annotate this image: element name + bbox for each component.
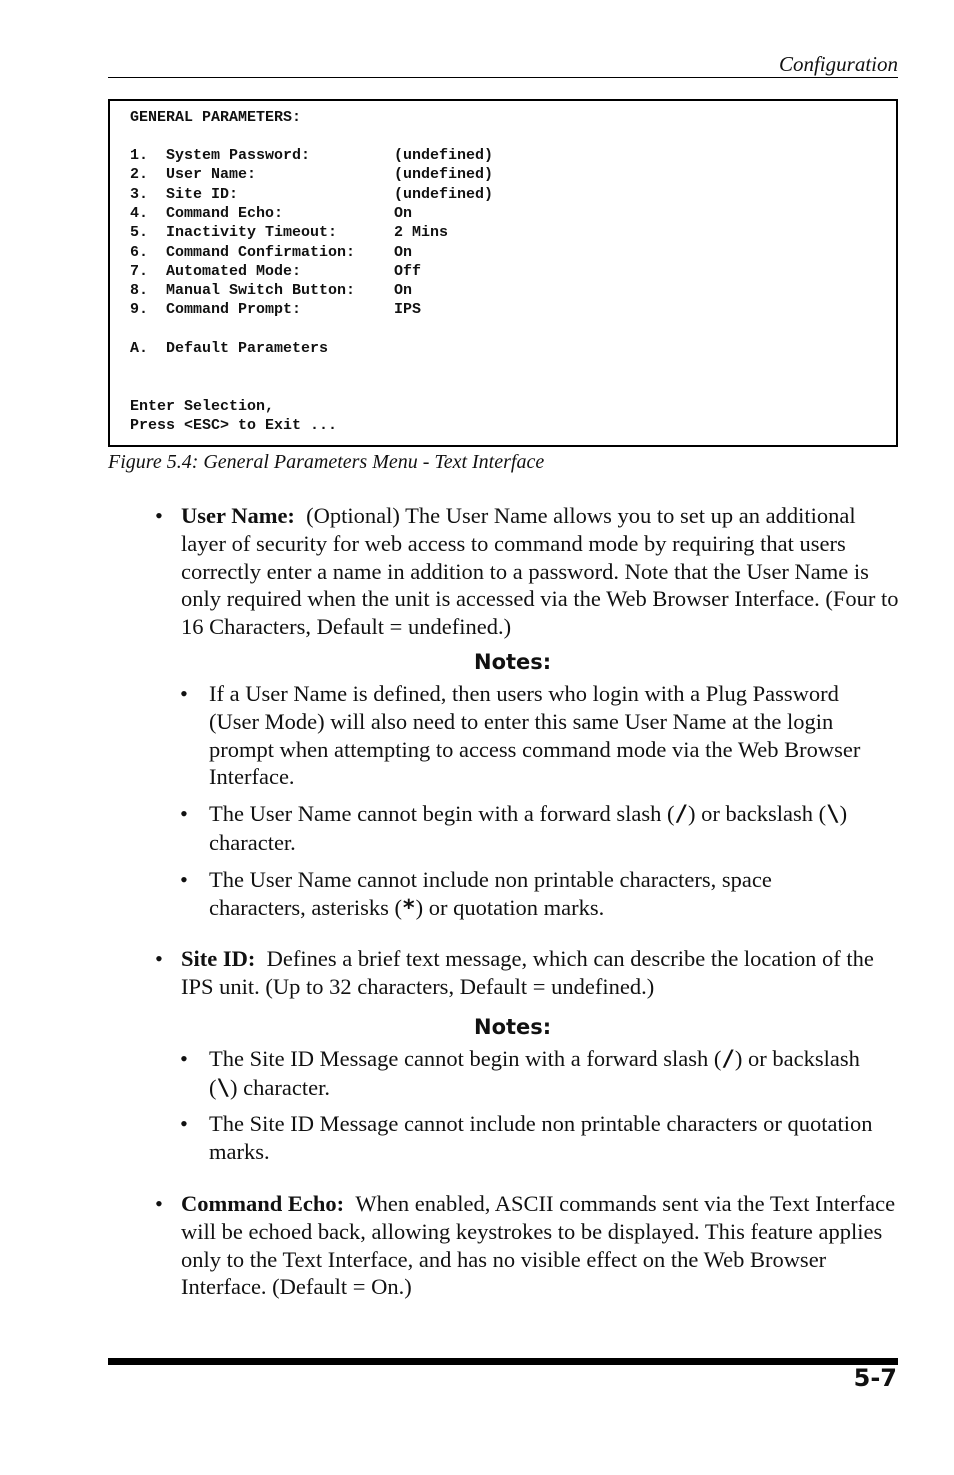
enter-selection-prompt: Enter Selection, bbox=[130, 398, 275, 415]
menu-item-label: 6. Command Confirmation: bbox=[130, 244, 356, 261]
site-id-desc-text: Defines a brief text message, which can describe the location of the IPS unit. (Up to 32 characters, Default = undefined.) bbox=[181, 946, 874, 999]
menu-item-value: IPS bbox=[394, 301, 422, 318]
exit-prompt: Press <ESC> to Exit ... bbox=[130, 417, 338, 434]
user-name-note-2 bbox=[180, 800, 870, 856]
terminal-title: GENERAL PARAMETERS: bbox=[130, 109, 302, 126]
bullet: • bbox=[180, 801, 188, 826]
note-text: The User Name cannot include non printable characters, space characters, asterisks (*) or quotation marks. bbox=[209, 867, 772, 921]
menu-item-value: On bbox=[394, 282, 413, 299]
menu-item-value: Off bbox=[394, 263, 422, 280]
command-echo-entry bbox=[155, 1190, 900, 1302]
menu-item-label: 3. Site ID: bbox=[130, 186, 239, 203]
bullet: • bbox=[180, 1046, 188, 1071]
note-text: If a User Name is defined, then users who login with a Plug Password (User Mode) will also need to enter this same User Name at the login prompt when attempting to access command mode via the Web Browser Interface. bbox=[209, 681, 861, 790]
note-text: The Site ID Message cannot begin with a forward slash (/) or backslash (\) character. bbox=[209, 1046, 860, 1101]
menu-item-value: On bbox=[394, 244, 413, 261]
bullet: • bbox=[180, 1111, 188, 1136]
bullet: • bbox=[180, 867, 188, 892]
site-id-entry bbox=[155, 945, 900, 1001]
menu-item-label: 8. Manual Switch Button: bbox=[130, 282, 356, 299]
note-text: The Site ID Message cannot include non printable characters or quotation marks. bbox=[209, 1111, 873, 1164]
figure-caption: Figure 5.4: General Parameters Menu - Text Interface bbox=[108, 451, 545, 473]
bullet: • bbox=[155, 1191, 163, 1216]
user-name-entry bbox=[155, 502, 900, 642]
menu-item-label: 1. System Password: bbox=[130, 147, 311, 164]
menu-item-label: 9. Command Prompt: bbox=[130, 301, 302, 318]
bullet: • bbox=[180, 681, 188, 706]
command-echo-desc-text: When enabled, ASCII commands sent via the Text Interface will be echoed back, allowing keystrokes to be displayed. This feature applies only to the Text Interface, and has no visible effect on the Web Browser Interface. (Default = On.) bbox=[181, 1191, 896, 1300]
menu-item-label: 5. Inactivity Timeout: bbox=[130, 224, 338, 241]
command-echo-term: Command Echo: bbox=[181, 1191, 345, 1216]
default-parameters-option: A. Default Parameters bbox=[130, 340, 329, 357]
note-text: The User Name cannot begin with a forward slash (/) or backslash (\) character. bbox=[209, 801, 848, 855]
bullet: • bbox=[155, 946, 163, 971]
menu-item-label: 4. Command Echo: bbox=[130, 205, 284, 222]
menu-item-value: (undefined) bbox=[394, 186, 494, 203]
page-header bbox=[108, 50, 898, 78]
menu-item-label: 7. Automated Mode: bbox=[130, 263, 302, 280]
terminal-screen bbox=[108, 99, 898, 447]
user-name-note-3 bbox=[180, 866, 870, 922]
user-name-desc-text: (Optional) The User Name allows you to set up an additional layer of security for web access to command mode by requiring that users correctly enter a name in addition to a password. Note that the User Name is only required when the unit is accessed via the Web Browser Interface. (Four to 16 Characters, Default = undefined.) bbox=[181, 503, 899, 640]
page-number: 5-7 bbox=[853, 1364, 897, 1392]
menu-item-value: 2 Mins bbox=[394, 224, 449, 241]
site-id-note-1 bbox=[180, 1045, 870, 1101]
site-id-term: Site ID: bbox=[181, 946, 256, 971]
command-echo-description bbox=[181, 1190, 901, 1301]
site-id-note-2 bbox=[180, 1110, 873, 1166]
user-name-description bbox=[181, 502, 901, 641]
user-name-note-1 bbox=[180, 680, 870, 792]
notes-heading: Notes: bbox=[474, 1015, 552, 1039]
site-id-description bbox=[181, 945, 901, 1001]
section-title: Configuration bbox=[778, 52, 898, 76]
footer-rule bbox=[108, 1358, 898, 1365]
menu-item-value: (undefined) bbox=[394, 166, 494, 183]
user-name-term: User Name: bbox=[181, 503, 295, 528]
menu-item-value: (undefined) bbox=[394, 147, 494, 164]
menu-item-label: 2. User Name: bbox=[130, 166, 257, 183]
bullet: • bbox=[155, 503, 163, 528]
notes-heading: Notes: bbox=[474, 650, 552, 674]
menu-item-value: On bbox=[394, 205, 413, 222]
